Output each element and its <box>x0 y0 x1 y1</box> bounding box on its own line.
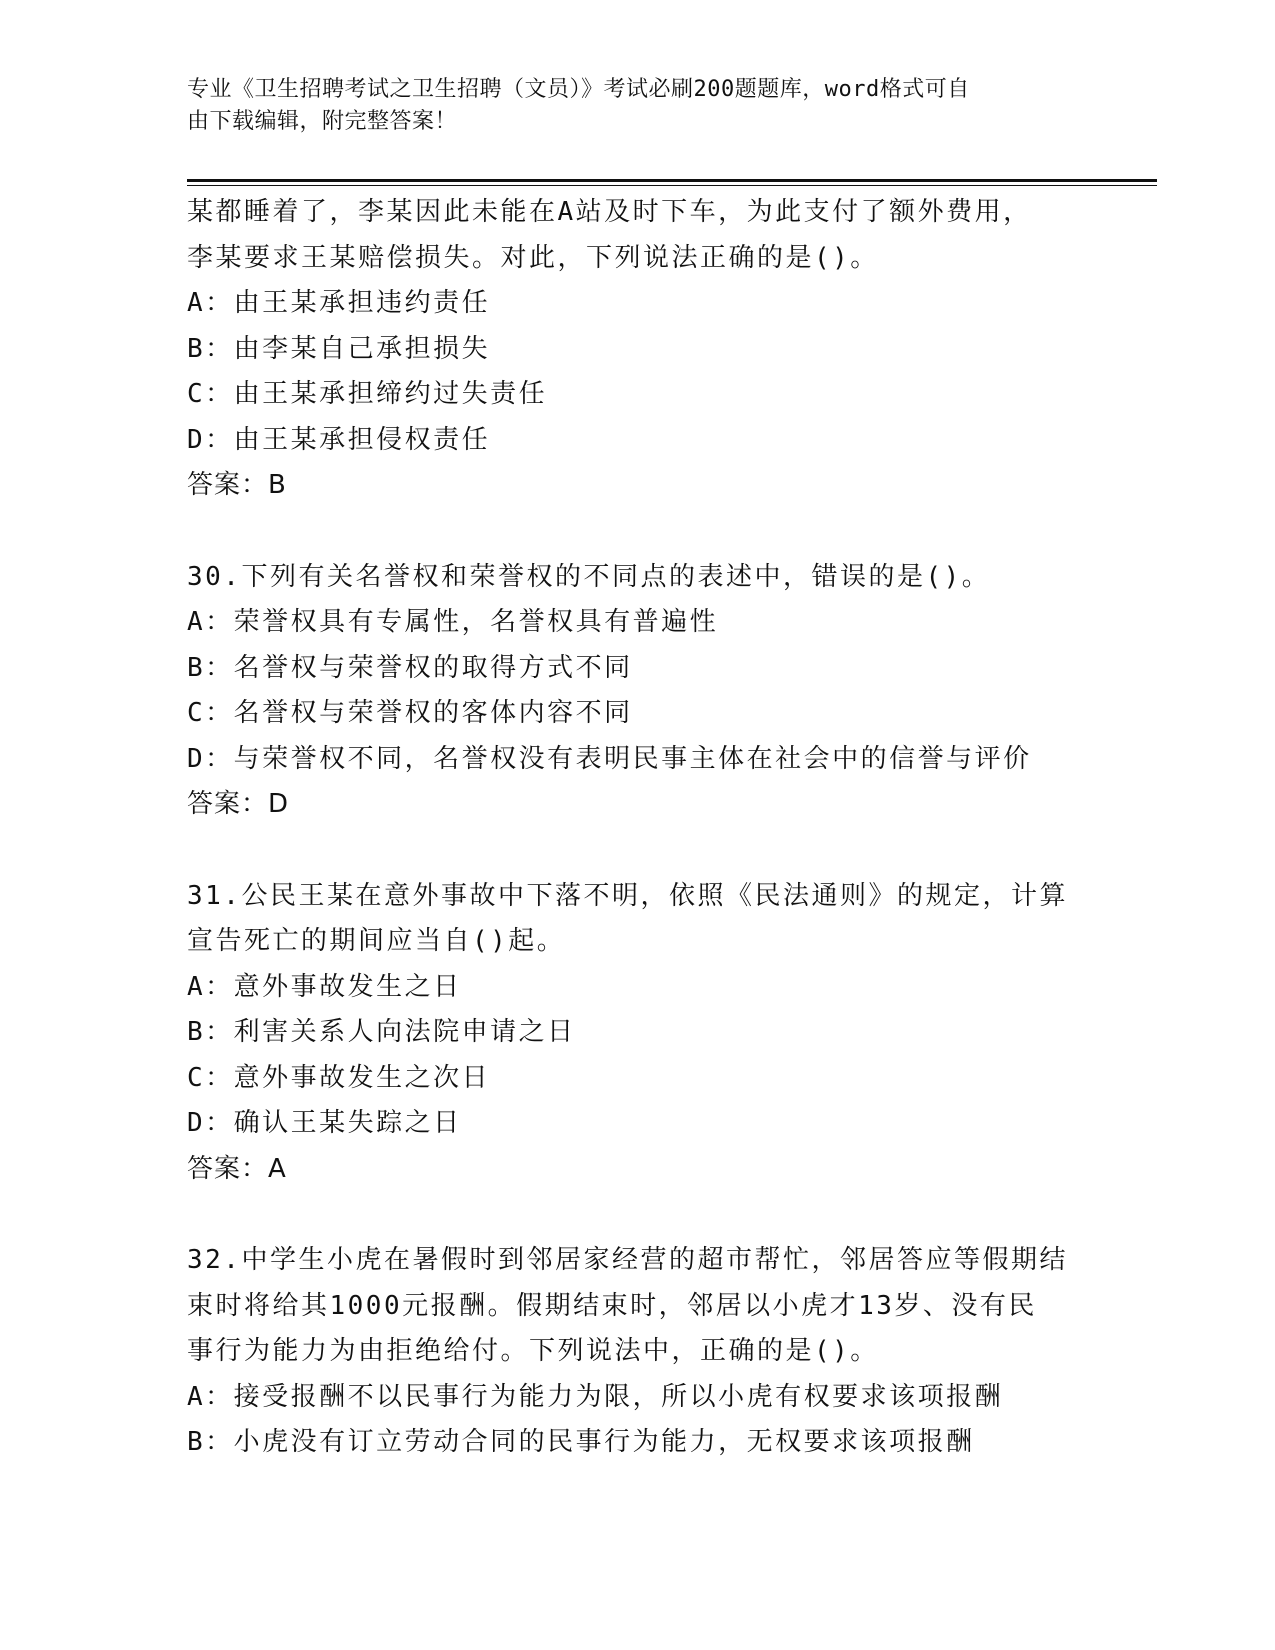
question-stem: 束时将给其1000元报酬。假期结束时，邻居以小虎才13岁、没有民 <box>187 1290 1037 1321</box>
option-c: C：意外事故发生之次日 <box>187 1062 491 1093</box>
option-b: B：名誉权与荣誉权的取得方式不同 <box>187 652 633 683</box>
question-block <box>187 555 1087 828</box>
spacer <box>187 1192 1087 1238</box>
question-stem: 32.中学生小虎在暑假时到邻居家经营的超市帮忙，邻居答应等假期结 <box>187 1245 1068 1275</box>
option-b: B：小虎没有订立劳动合同的民事行为能力，无权要求该项报酬 <box>187 1427 975 1457</box>
option-a: A：接受报酬不以民事行为能力为限，所以小虎有权要求该项报酬 <box>187 1381 1004 1412</box>
page-header <box>187 74 1067 138</box>
spacer <box>187 509 1087 555</box>
question-stem: 宣告死亡的期间应当自()起。 <box>187 926 566 956</box>
option-c: C：由王某承担缔约过失责任 <box>187 379 548 409</box>
question-list <box>187 190 1087 1466</box>
header-divider-thick <box>187 179 1157 182</box>
header-divider-thin <box>187 185 1157 186</box>
option-a: A：荣誉权具有专属性，名誉权具有普遍性 <box>187 607 719 637</box>
option-a: A：由王某承担违约责任 <box>187 288 491 318</box>
answer-line: 答案：B <box>187 470 287 500</box>
question-stem: 30.下列有关名誉权和荣誉权的不同点的表述中，错误的是()。 <box>187 561 991 592</box>
question-block <box>187 874 1087 1193</box>
question-stem: 某都睡着了，李某因此未能在A站及时下车，为此支付了额外费用， <box>187 197 1032 227</box>
question-block <box>187 1238 1087 1466</box>
question-stem: 31.公民王某在意外事故中下落不明，依照《民法通则》的规定，计算 <box>187 880 1068 911</box>
answer-line: 答案：D <box>187 789 290 819</box>
question-stem: 事行为能力为由拒绝给付。下列说法中，正确的是()。 <box>187 1336 879 1366</box>
option-c: C：名誉权与荣誉权的客体内容不同 <box>187 698 633 728</box>
question-block <box>187 190 1087 509</box>
option-d: D：与荣誉权不同，名誉权没有表明民事主体在社会中的信誉与评价 <box>187 743 1032 774</box>
answer-line: 答案：A <box>187 1153 287 1184</box>
option-d: D：确认王某失踪之日 <box>187 1108 462 1138</box>
option-b: B：由李某自己承担损失 <box>187 333 491 364</box>
header-line: 专业《卫生招聘考试之卫生招聘（文员）》考试必刷200题题库，word格式可自 <box>187 77 970 102</box>
spacer <box>187 828 1087 874</box>
option-b: B：利害关系人向法院申请之日 <box>187 1017 576 1047</box>
header-line: 由下载编辑，附完整答案！ <box>187 109 458 134</box>
question-stem: 李某要求王某赔偿损失。对此，下列说法正确的是()。 <box>187 242 879 273</box>
option-a: A：意外事故发生之日 <box>187 971 462 1002</box>
option-d: D：由王某承担侵权责任 <box>187 424 491 455</box>
